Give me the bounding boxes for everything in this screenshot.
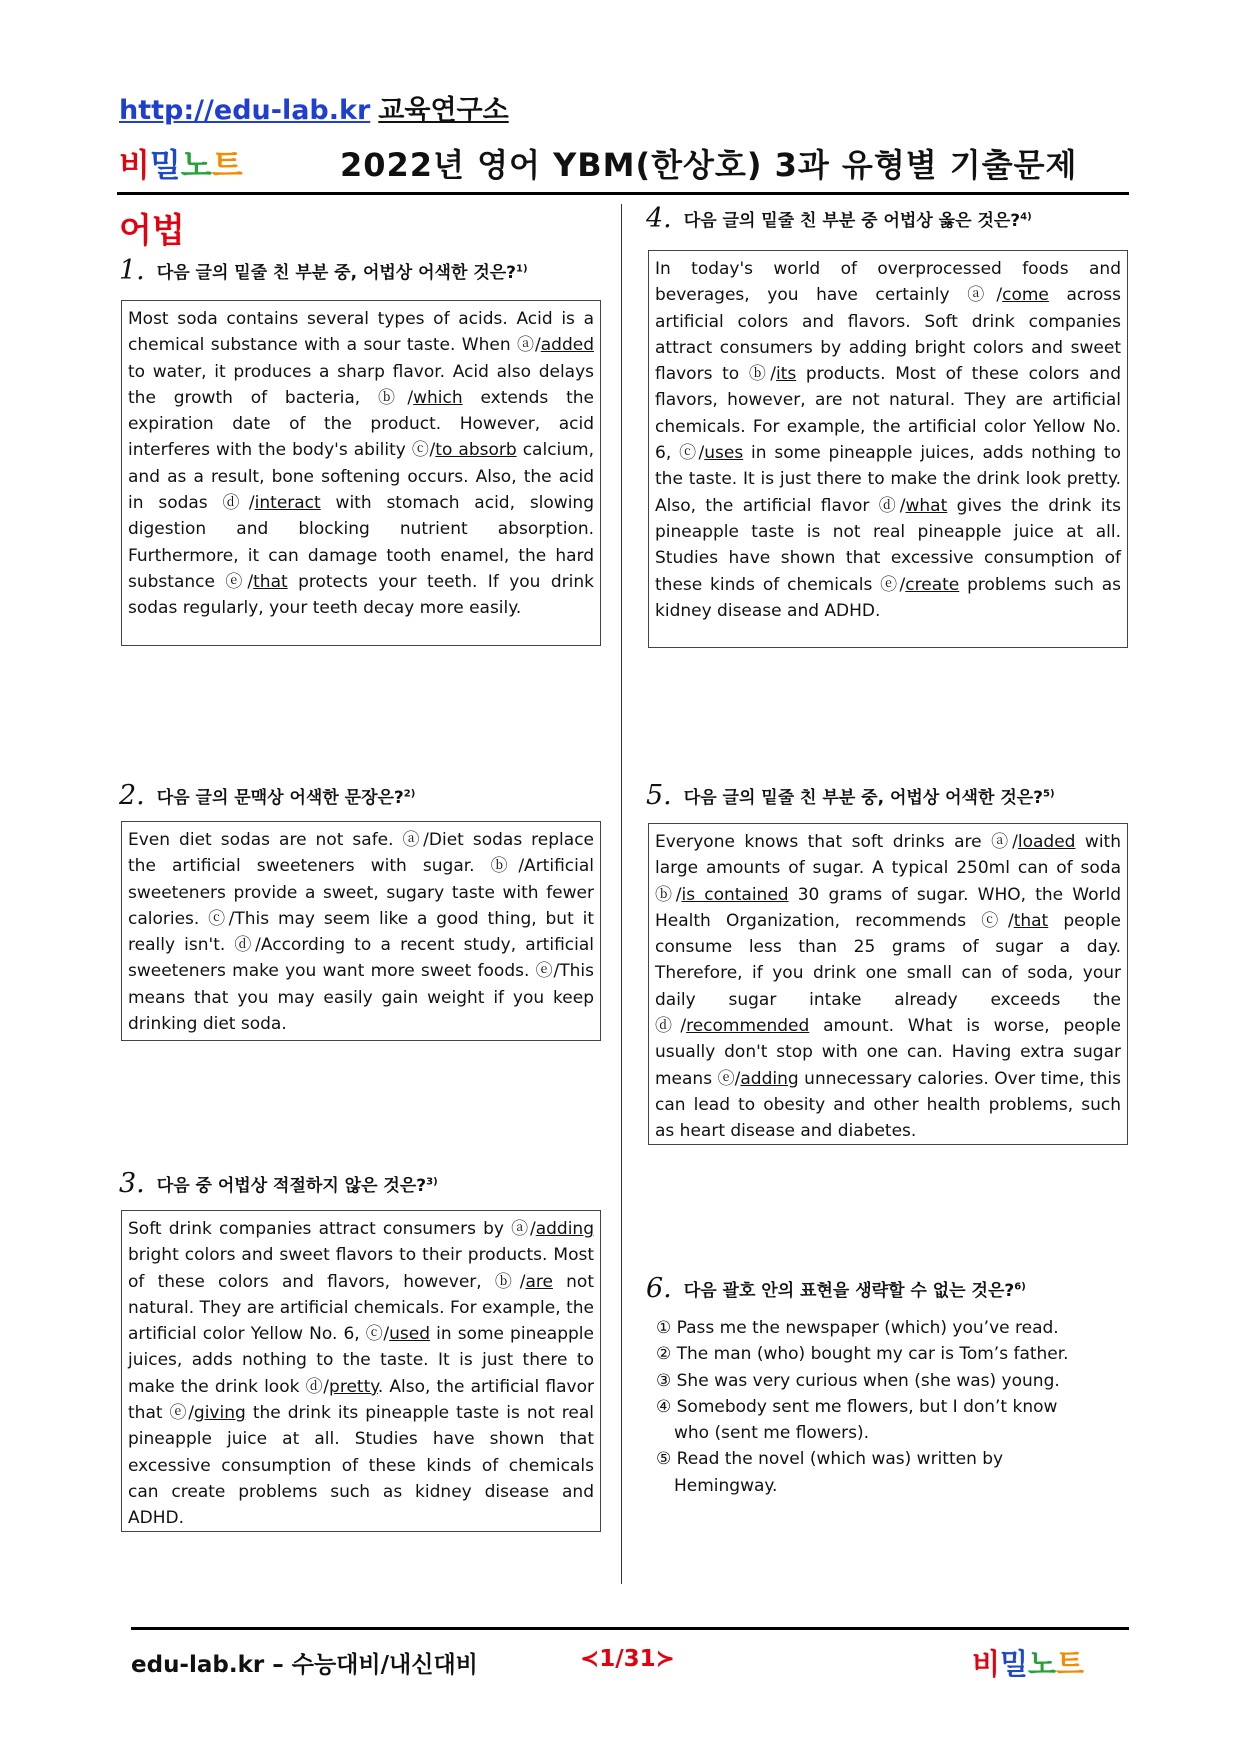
underlined-answer: is contained	[681, 884, 789, 905]
footnote-ref[interactable]: 1)	[516, 263, 528, 275]
question-prompt: 다음 글의 밑줄 친 부분 중, 어법상 어색한 것은?	[156, 263, 517, 283]
underlined-answer: to absorb	[435, 440, 517, 461]
underlined-answer: adding	[535, 1219, 594, 1239]
footnote-ref[interactable]: 6)	[1014, 1281, 1026, 1293]
underlined-answer: are	[525, 1271, 553, 1292]
question-number: 3.	[119, 1168, 145, 1199]
question-6-choices	[656, 1315, 1124, 1499]
passage-text: problems such as kidney disease and ADHD.	[655, 574, 1121, 621]
underlined-answer: come	[1002, 285, 1049, 306]
passage-text: to water, it produces a sharp flavor. Acid also delays the growth of bacteria, ⓑ/	[128, 361, 594, 408]
underlined-answer: create	[905, 574, 960, 595]
footer-site-text: edu-lab.kr – 수능대비/내신대비	[131, 1652, 478, 1678]
brand-char: 트	[1056, 1647, 1085, 1681]
lab-name: 교육연구소	[378, 95, 509, 126]
passage-text: extends the expiration date of the product. However, acid interferes with the body's ability ⓒ/	[128, 387, 594, 461]
passage-text: with stomach acid, slowing digestion and blocking nutrient absorption. Furthermore, it can damage tooth enamel, the hard substance ⓔ/	[128, 493, 594, 592]
underlined-answer: loaded	[1017, 832, 1076, 852]
passage-text: In today's world of overprocessed foods and beverages, you have certainly ⓐ/	[655, 259, 1121, 306]
choice-3: ③ She was very curious when (she was) young.	[656, 1370, 1060, 1391]
underlined-answer: recommended	[686, 1016, 810, 1037]
question-prompt: 다음 괄호 안의 표현을 생략할 수 없는 것은?	[683, 1281, 1015, 1301]
underlined-answer: which	[413, 387, 463, 408]
passage-text: Even diet sodas are not safe. ⓐ/Diet sodas replace the artificial sweeteners with sugar. ⓑ/Artificial sweeteners provide a sweet, sugary taste with fewer calories. ⓒ/This may seem like a good thing, but it really isn't. ⓓ/According to a recent study, artificial sweeteners make you want more sweet foods. ⓔ/This means that you may easily gain weight if you keep drinking diet soda.	[128, 830, 594, 1035]
passage-text: with large amounts of sugar. A typical 250ml can of soda ⓑ/	[655, 832, 1121, 905]
footer-rule	[131, 1627, 1129, 1630]
question-4-passage	[648, 250, 1128, 648]
passage-text: people consume less than 25 grams of sugar a day. Therefore, if you drink one small can of soda, your daily sugar intake already exceeds the ⓓ/	[655, 910, 1121, 1037]
brand-logo-top	[119, 140, 243, 186]
passage-text: Soft drink companies attract consumers by ⓐ/	[128, 1219, 536, 1239]
underlined-answer: added	[540, 335, 594, 356]
brand-char: 밀	[1000, 1647, 1029, 1681]
passage-text: gives the drink its pineapple taste is not real pineapple juice at all. Studies have shown that excessive consumption of these kinds of chemicals ⓔ/	[655, 495, 1121, 595]
brand-char: 노	[180, 146, 212, 184]
question-3-heading	[119, 1168, 438, 1199]
choice-5: ⑤ Read the novel (which was) written by	[656, 1449, 1004, 1470]
question-number: 2.	[119, 780, 145, 811]
question-prompt: 다음 글의 밑줄 친 부분 중, 어법상 어색한 것은?	[683, 788, 1044, 808]
question-number: 5.	[646, 780, 672, 811]
choice-4-continued: who (sent me flowers).	[674, 1423, 870, 1444]
choice-2: ② The man (who) bought my car is Tom’s father.	[656, 1344, 1069, 1365]
header-rule	[117, 192, 1129, 195]
question-5-heading	[646, 780, 1055, 811]
passage-text: protects your teeth. If you drink sodas regularly, your teeth decay more easily.	[128, 571, 595, 619]
passage-text: amount. What is worse, people usually don't stop with one can. Having extra sugar means ⓔ/	[655, 1016, 1121, 1089]
passage-text: Most soda contains several types of acids. Acid is a chemical substance with a sour taste. When ⓐ/	[128, 309, 594, 356]
question-number: 1.	[119, 255, 145, 286]
site-link[interactable]	[119, 88, 509, 127]
column-divider	[621, 204, 622, 1584]
underlined-answer: pretty	[329, 1376, 378, 1397]
passage-text: unnecessary calories. Over time, this can lead to obesity and other health problems, such as heart disease and diabetes.	[655, 1068, 1121, 1142]
brand-char: 트	[211, 146, 243, 184]
question-2-heading	[119, 780, 416, 811]
question-1-heading	[119, 255, 528, 286]
passage-text: . Also, the artificial flavor that ⓔ/	[128, 1376, 594, 1424]
passage-text: products. Most of these colors and flavors, however, are not natural. They are artificial chemicals. For example, the artificial color Yellow No. 6, ⓒ/	[655, 364, 1121, 464]
choice-5-continued: Hemingway.	[674, 1475, 778, 1496]
passage-text: bright colors and sweet flavors to their products. Most of these colors and flavors, however, ⓑ/	[128, 1245, 594, 1292]
document-title: 2022년 영어 YBM(한상호) 3과 유형별 기출문제	[340, 146, 1078, 184]
footnote-ref[interactable]: 5)	[1043, 788, 1055, 800]
section-title: 어법	[119, 211, 185, 251]
page-indicator: ≺1/31≻	[580, 1646, 675, 1672]
underlined-answer: giving	[193, 1403, 246, 1424]
question-number: 4.	[646, 203, 672, 234]
footnote-ref[interactable]: 4)	[1020, 211, 1032, 223]
brand-logo-bottom	[972, 1642, 1084, 1683]
question-prompt: 다음 글의 문맥상 어색한 문장은?	[156, 788, 404, 808]
underlined-answer: adding	[740, 1068, 799, 1089]
underlined-answer: interact	[254, 493, 321, 514]
passage-text: the drink its pineapple taste is not real pineapple juice at all. Studies have shown that excessive consumption of these kinds of chemicals can create problems such as kidney disease and ADHD.	[128, 1403, 594, 1529]
footnote-ref[interactable]: 3)	[426, 1176, 438, 1188]
underlined-answer: that	[1013, 910, 1049, 931]
brand-char: 노	[1028, 1647, 1057, 1681]
underlined-answer: its	[775, 364, 797, 385]
brand-char: 비	[119, 146, 150, 184]
question-number: 6.	[646, 1273, 672, 1304]
question-prompt: 다음 글의 밑줄 친 부분 중 어법상 옳은 것은?	[683, 211, 1021, 231]
brand-char: 밀	[149, 146, 181, 184]
question-6-heading	[646, 1273, 1026, 1304]
underlined-answer: what	[905, 495, 948, 516]
question-4-heading	[646, 203, 1032, 234]
passage-text: not natural. They are artificial chemicals. For example, the artificial color Yellow No. 6, ⓒ/	[128, 1271, 594, 1345]
underlined-answer: that	[253, 571, 288, 592]
choice-4: ④ Somebody sent me flowers, but I don’t know	[656, 1396, 1058, 1417]
question-prompt: 다음 중 어법상 적절하지 않은 것은?	[156, 1176, 427, 1196]
passage-text: 30 grams of sugar. WHO, the World Health Organization, recommends ⓒ/	[655, 884, 1121, 931]
passage-text: in some pineapple juices, adds nothing to the taste. It is just there to make the drink look pretty. Also, the artificial flavor ⓓ/	[655, 443, 1121, 516]
passage-text: in some pineapple juices, adds nothing to the taste. It is just there to make the drink look ⓓ/	[128, 1324, 594, 1397]
site-url[interactable]: http://edu-lab.kr	[119, 95, 371, 126]
question-1-passage	[121, 300, 601, 646]
passage-text: across artificial colors and flavors. Soft drink companies attract consumers by adding bright colors and sweet flavors to ⓑ/	[655, 285, 1121, 385]
question-2-passage	[121, 821, 601, 1041]
passage-text: calcium, and as a result, bone softening occurs. Also, the acid in sodas ⓓ/	[128, 440, 595, 514]
brand-char: 비	[972, 1647, 1001, 1681]
underlined-answer: used	[389, 1324, 431, 1345]
footnote-ref[interactable]: 2)	[403, 788, 416, 800]
passage-text: Everyone knows that soft drinks are ⓐ/	[655, 832, 1018, 852]
question-3-passage	[121, 1210, 601, 1532]
question-5-passage	[648, 823, 1128, 1145]
underlined-answer: uses	[704, 443, 744, 464]
choice-1: ① Pass me the newspaper (which) you’ve read.	[656, 1318, 1059, 1338]
